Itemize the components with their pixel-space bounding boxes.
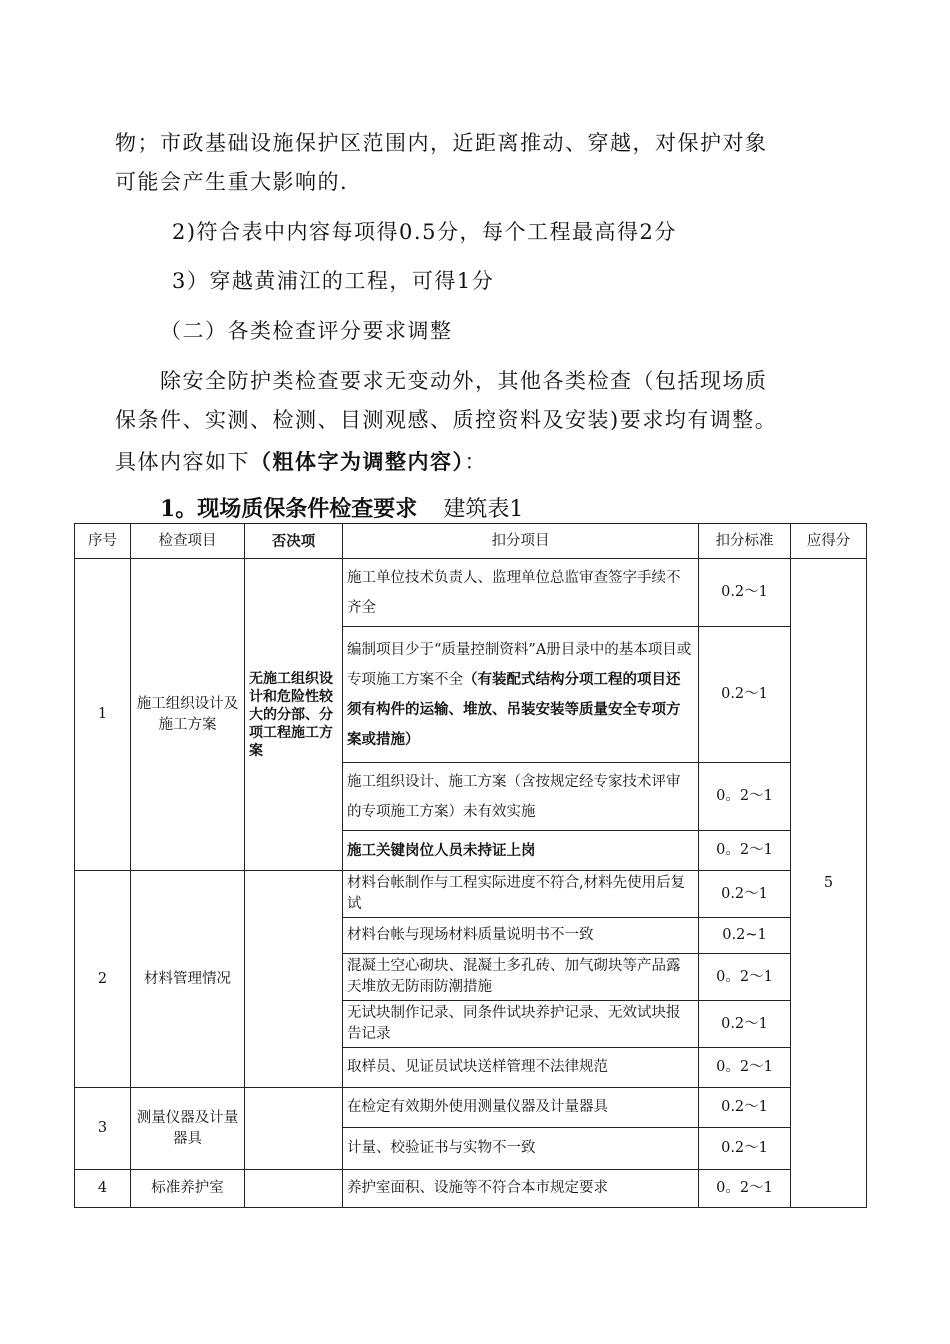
header-standard: 扣分标准	[699, 524, 791, 559]
deduction-text: 材料台帐制作与工程实际进度不符合,材料先使用后复试	[343, 871, 699, 918]
table-row	[75, 1170, 867, 1208]
deduction-standard: 0.2～1	[699, 1001, 791, 1048]
deduction-text: 施工关键岗位人员未持证上岗	[343, 831, 699, 871]
deduction-standard: 0.2～1	[699, 559, 791, 627]
paragraph-text: ：	[464, 450, 487, 474]
paragraph-line: 物；市政基础设施保护区范围内，近距离推动、穿越，对保护对象	[115, 131, 768, 155]
veto-item-empty	[245, 871, 343, 1088]
header-veto: 否决项	[245, 524, 343, 559]
deduction-text: 施工单位技术负责人、监理单位总监审查签字手续不齐全	[343, 559, 699, 627]
group-number: 3	[75, 1088, 131, 1170]
paragraph-line: 保条件、实测、检测、目测观感、质控资料及安装)要求均有调整。	[115, 408, 778, 432]
group-item: 标准养护室	[131, 1170, 245, 1208]
deduction-text	[343, 627, 699, 763]
deduction-standard: 0。2～1	[699, 1170, 791, 1208]
group-number: 4	[75, 1170, 131, 1208]
group-item: 材料管理情况	[131, 871, 245, 1088]
deduction-standard: 0。2～1	[699, 1048, 791, 1088]
header-no: 序号	[75, 524, 131, 559]
header-deduction: 扣分项目	[343, 524, 699, 559]
list-item-2: 2)符合表中内容每项得0.5分，每个工程最高得2分	[172, 220, 677, 244]
inspection-table	[74, 523, 867, 1208]
table-title: 1。现场质保条件检查要求	[160, 496, 418, 522]
table-heading	[160, 494, 523, 525]
deduction-text: 养护室面积、设施等不符合本市规定要求	[343, 1170, 699, 1208]
deduction-standard: 0。2～1	[699, 831, 791, 871]
deduction-text: 施工组织设计、施工方案（含按规定经专家技术评审的专项施工方案）未有效实施	[343, 763, 699, 831]
table-row	[75, 1088, 867, 1128]
score-total: 5	[791, 559, 867, 1208]
paragraph-line: 可能会产生重大影响的.	[115, 170, 349, 194]
deduction-standard: 0.2～1	[699, 871, 791, 918]
veto-item-empty	[245, 1088, 343, 1170]
deduction-standard: 0.2～1	[699, 627, 791, 763]
deduction-text: 混凝土空心砌块、混凝土多孔砖、加气砌块等产品露天堆放无防雨防潮措施	[343, 954, 699, 1001]
deduction-standard: 0。2～1	[699, 954, 791, 1001]
group-item: 测量仪器及计量器具	[131, 1088, 245, 1170]
deduction-standard: 0。2～1	[699, 763, 791, 831]
deduction-text: 无试块制作记录、同条件试块养护记录、无效试块报告记录	[343, 1001, 699, 1048]
deduction-text: 取样员、见证员试块送样管理不法律规范	[343, 1048, 699, 1088]
deduction-standard: 0.2～1	[699, 1088, 791, 1128]
table-row	[75, 871, 867, 918]
header-item: 检查项目	[131, 524, 245, 559]
deduction-text: 在检定有效期外使用测量仪器及计量器具	[343, 1088, 699, 1128]
deduction-text-bold: （有装配式结构分项工程的项目还须有构件的运输、堆放、吊装安装等质量安全专项方案或措施）	[347, 670, 681, 748]
deduction-text: 材料台帐与现场材料质量说明书不一致	[343, 918, 699, 954]
bold-note: （粗体字为调整内容）	[250, 449, 465, 474]
deduction-text: 计量、校验证书与实物不一致	[343, 1128, 699, 1170]
list-item-3: 3）穿越黄浦江的工程，可得1分	[172, 269, 495, 293]
deduction-standard: 0.2~1	[699, 918, 791, 954]
group-number: 2	[75, 871, 131, 1088]
header-score: 应得分	[791, 524, 867, 559]
table-header-row	[75, 524, 867, 559]
paragraph-line	[115, 444, 835, 480]
paragraph-line: 除安全防护类检查要求无变动外，其他各类检查（包括现场质	[160, 369, 768, 393]
deduction-standard: 0.2～1	[699, 1128, 791, 1170]
paragraph-text: 具体内容如下	[115, 450, 250, 474]
table-reference: 建筑表1	[443, 497, 524, 522]
section-heading: （二）各类检查评分要求调整	[160, 319, 453, 343]
deduction-text-plain: 编制项目少于“质量控制资料”A册目录中的基本项目或专项施工方案不全	[347, 641, 692, 688]
veto-item: 无施工组织设计和危险性较大的分部、分项工程施工方案	[245, 559, 343, 871]
veto-item-empty	[245, 1170, 343, 1208]
table-row	[75, 559, 867, 627]
group-item: 施工组织设计及施工方案	[131, 559, 245, 871]
group-number: 1	[75, 559, 131, 871]
